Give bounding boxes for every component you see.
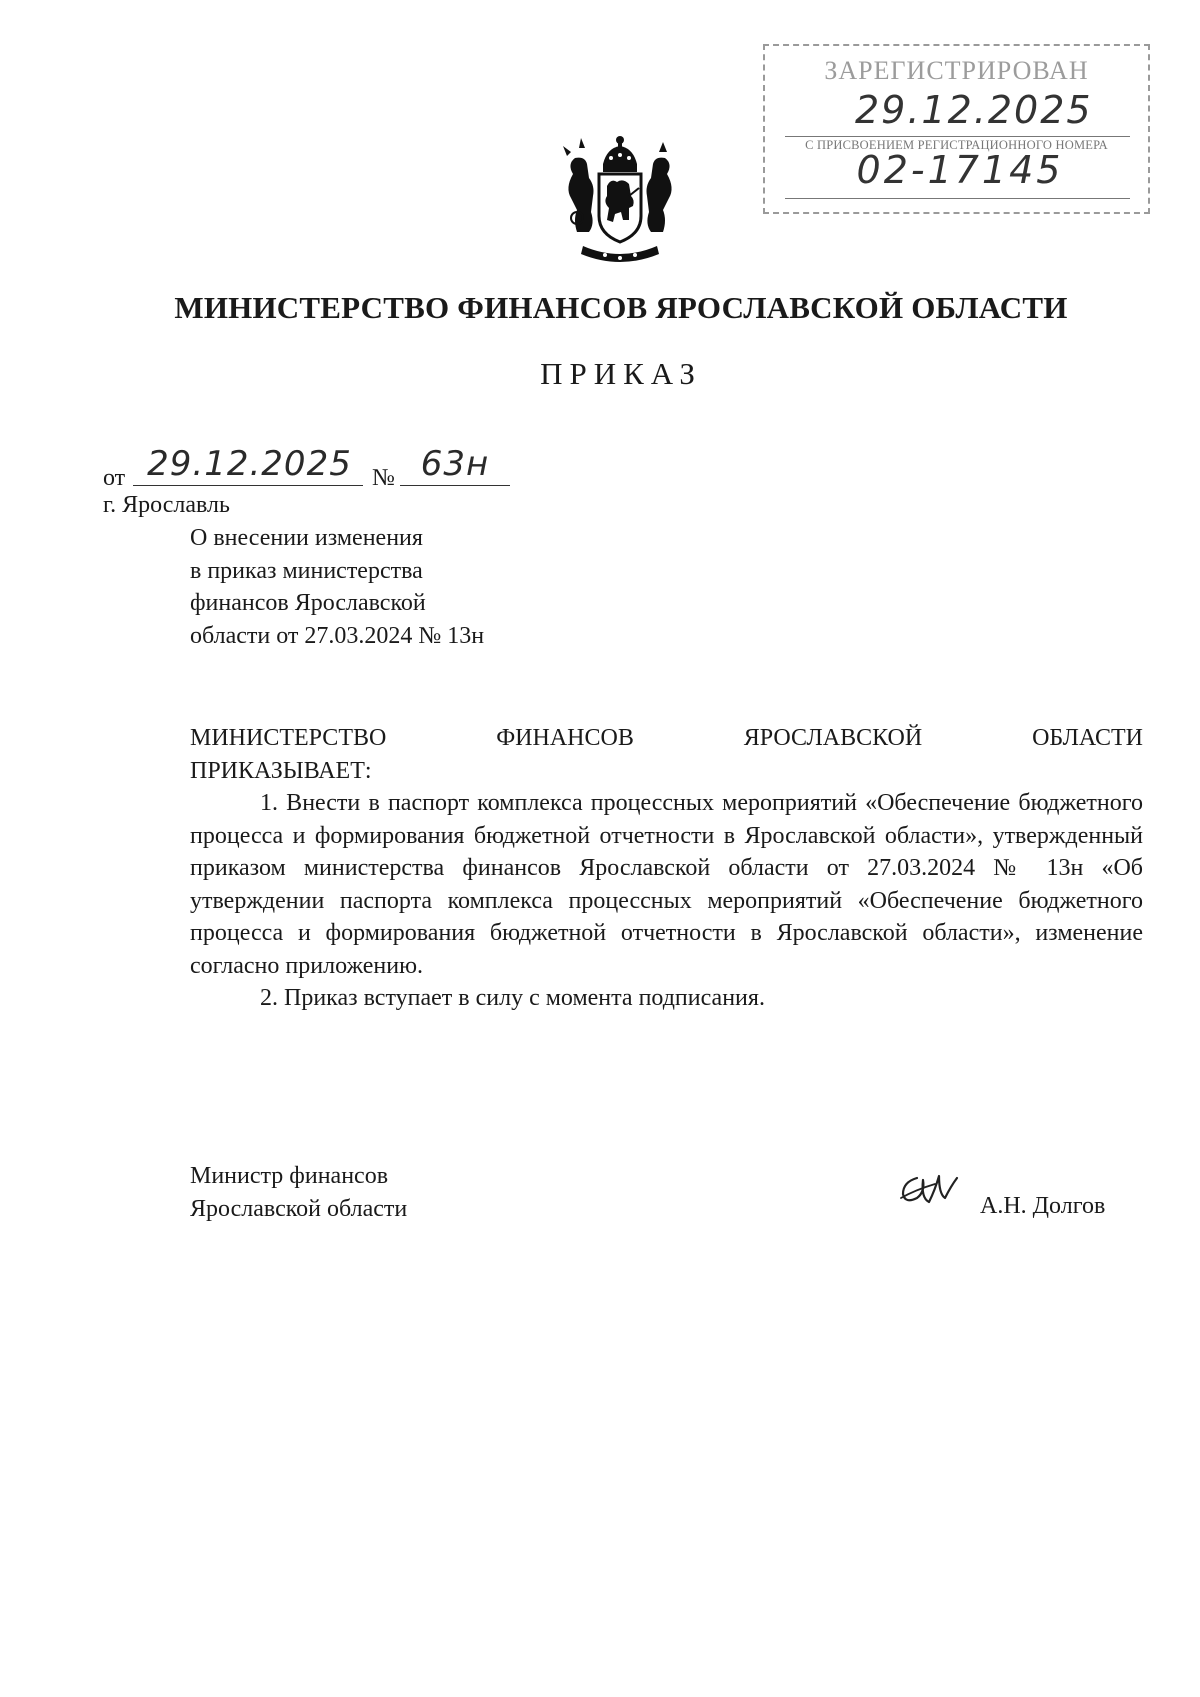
handwritten-signature: [895, 1168, 965, 1214]
signatory-position: [190, 1160, 407, 1225]
subject-line: области от 27.03.2024 № 13н: [190, 622, 485, 649]
position-line: Ярославской области: [190, 1195, 408, 1222]
preamble-line: МИНИСТЕРСТВО ФИНАНСОВ ЯРОСЛАВСКОЙ ОБЛАСТИ: [190, 725, 1143, 751]
ministry-heading: МИНИСТЕРСТВО ФИНАНСОВ ЯРОСЛАВСКОЙ ОБЛАСТИ: [174, 290, 1068, 325]
stamp-registration-number: 02-17145: [856, 148, 1064, 192]
preamble-orders: ПРИКАЗЫВАЕТ:: [190, 757, 372, 784]
stamp-title: ЗАРЕГИСТРИРОВАН: [824, 56, 1089, 85]
from-label: от: [103, 465, 126, 491]
registration-stamp: [763, 44, 1150, 214]
stamp-date: 29.12.2025: [855, 88, 1093, 132]
document-type: ПРИКАЗ: [540, 356, 702, 391]
position-line: Министр финансов: [190, 1163, 389, 1189]
order-item-2: 2. Приказ вступает в силу с момента подписания.: [260, 985, 765, 1011]
signatory-name: А.Н. Долгов: [980, 1193, 1106, 1219]
stamp-divider: [785, 136, 1130, 137]
subject-line: в приказ министерства: [190, 557, 423, 584]
coat-of-arms-icon: [555, 134, 685, 268]
order-subject: [190, 522, 610, 652]
order-item-1: 1. Внести в паспорт комплекса процессных мероприятий «Обеспечение бюджетного процесса и формирования бюджетной отчетности в Ярославской области», утвержденный приказом министерства финансов Ярославской области от 27.03.2024 № 13н «Об утверждении паспорта комплекса процессных мероприятий «Обеспечение бюджетного процесса и формирования бюджетной отчетности в Ярославской области», изменение согласно приложению.: [190, 790, 1143, 979]
number-label: №: [372, 465, 395, 491]
subject-line: финансов Ярославской: [190, 590, 426, 616]
date-underline: [133, 485, 363, 486]
order-number: 63н: [420, 444, 490, 484]
stamp-divider: [785, 198, 1130, 199]
number-underline: [400, 485, 510, 486]
stamp-caption: С ПРИСВОЕНИЕМ РЕГИСТРАЦИОННОГО НОМЕРА: [805, 138, 1108, 152]
city: г. Ярославль: [103, 492, 230, 518]
order-body: [190, 722, 1143, 1015]
subject-line: О внесении изменения: [190, 525, 423, 551]
order-date: 29.12.2025: [147, 444, 352, 484]
